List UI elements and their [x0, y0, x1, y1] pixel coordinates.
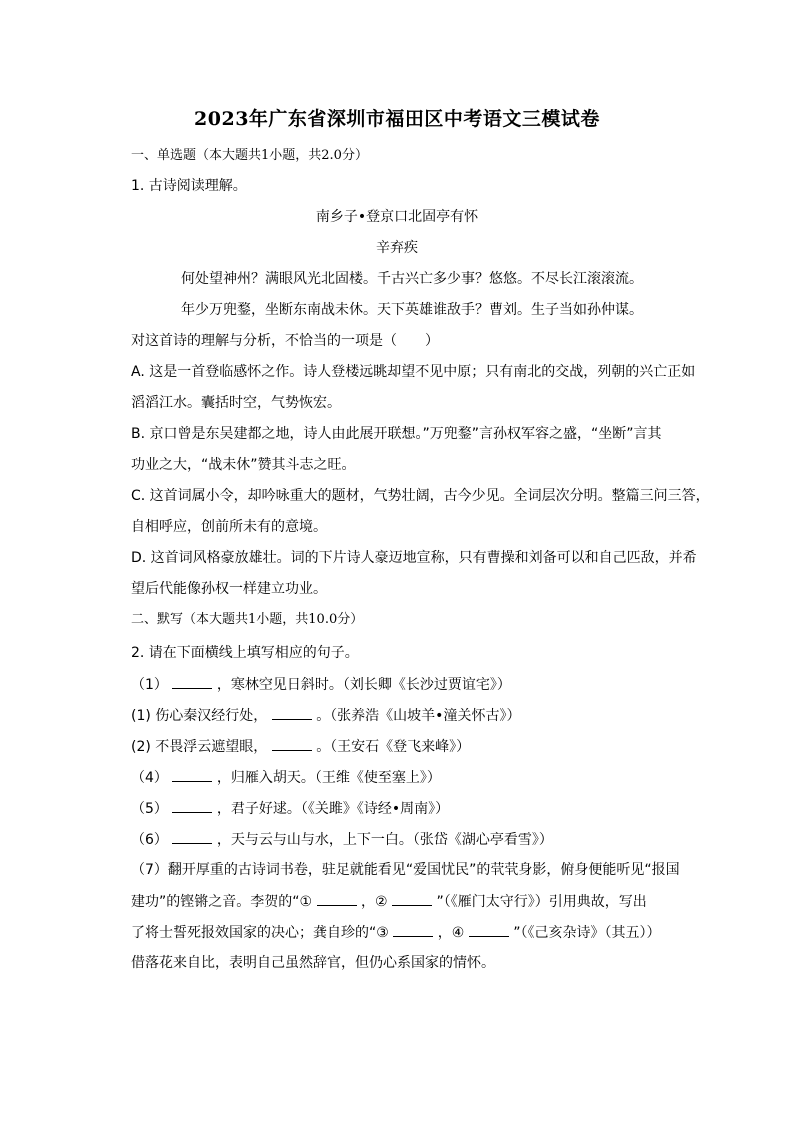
- fill-item-number: (2) 不畏浮云遮望眼，: [131, 739, 268, 755]
- poem-line-1: 何处望神州？满眼风光北固楼。千古兴亡多少事？悠悠。不尽长江滚滚流。: [181, 271, 643, 287]
- fill-item-text: ”（《己亥杂诗》（其五））: [513, 925, 661, 941]
- fill-item-text: ”（《雁门太守行》）引用典故，写出: [436, 894, 647, 910]
- fill-item-7-line-3: [131, 922, 660, 943]
- fill-item-text: 了将士誓死报效国家的决心；龚自珍的“③: [131, 925, 389, 941]
- option-c-line-1: C. 这首词属小令，却吟咏重大的题材，气势壮阔，古今少见。全词层次分明。整篇三问三答，: [131, 488, 710, 504]
- fill-item-6: [131, 829, 553, 850]
- fill-item-text: 。（王安石《登飞来峰》）: [316, 739, 471, 755]
- fill-item-number: （1）: [131, 677, 168, 693]
- answer-blank[interactable]: [172, 829, 212, 844]
- fill-item-7-line-2: [131, 891, 647, 912]
- fill-item-7-line-1: （7）翻开厚重的古诗词书卷，驻足就能看见“爱国忧民”的茕茕身影，俯身便能听见“报国: [131, 862, 680, 878]
- fill-item-number: (1) 伤心秦汉经行处，: [131, 708, 268, 724]
- option-d-line-2: 望后代能像孙权一样建立功业。: [131, 581, 327, 597]
- fill-item-text: 。（张养浩《山坡羊•潼关怀古》）: [316, 708, 521, 724]
- answer-blank[interactable]: [172, 767, 212, 782]
- answer-blank[interactable]: [272, 736, 312, 751]
- option-b-line-1: B. 京口曾是东吴建都之地，诗人由此展开联想。”万兜鍪”言孙权军容之盛，“坐断”言其: [131, 426, 662, 442]
- option-c-line-2: 自相呼应，创前所未有的意境。: [131, 519, 327, 535]
- question-1: 1. 古诗阅读理解。: [131, 178, 247, 194]
- fill-item-text: ，寒林空见日斜时。（刘长卿《长沙过贾谊宅》）: [216, 677, 511, 693]
- section1-heading: 一、单选题（本大题共1小题，共2.0分）: [131, 148, 368, 163]
- answer-blank-1[interactable]: [317, 891, 357, 906]
- option-a-line-1: A. 这是一首登临感怀之作。诗人登楼远眺却望不见中原；只有南北的交战，列朝的兴亡正如: [131, 364, 696, 380]
- fill-item-7-line-4: 借落花来自比，表明自己虽然辞官，但仍心系国家的情怀。: [131, 955, 495, 971]
- fill-item-5: [131, 798, 449, 819]
- fill-item-number: （6）: [131, 832, 168, 848]
- poem-title: 南乡子•登京口北固亭有怀: [315, 209, 479, 225]
- answer-blank[interactable]: [272, 705, 312, 720]
- fill-item-text: 建功”的铿锵之音。李贺的“①: [131, 894, 313, 910]
- answer-blank-4[interactable]: [469, 922, 509, 937]
- question-stem: 对这首诗的理解与分析，不恰当的一项是（ ）: [131, 333, 439, 349]
- fill-item-4: [131, 767, 441, 788]
- poem-line-2: 年少万兜鍪，坐断东南战未休。天下英雄谁敌手？曹刘。生子当如孙仲谋。: [181, 302, 643, 318]
- exam-title: 2023年广东省深圳市福田区中考语文三模试卷: [194, 108, 600, 130]
- fill-item-text: ，④: [437, 925, 465, 941]
- fill-item-text: ，②: [360, 894, 388, 910]
- fill-item-text: ，归雁入胡天。（王维《使至塞上》）: [216, 770, 441, 786]
- fill-item-2: [131, 705, 520, 726]
- answer-blank[interactable]: [172, 674, 212, 689]
- option-d-line-1: D. 这首词风格豪放雄壮。词的下片诗人豪迈地宣称，只有曹操和刘备可以和自己匹敌，并希: [131, 550, 697, 566]
- section2-heading: 二、默写（本大题共1小题，共10.0分）: [131, 612, 364, 627]
- fill-item-number: （4）: [131, 770, 168, 786]
- fill-item-text: ，天与云与山与水，上下一白。（张岱《湖心亭看雪》）: [216, 832, 553, 848]
- answer-blank-3[interactable]: [393, 922, 433, 937]
- fill-item-1: [131, 674, 511, 695]
- answer-blank[interactable]: [172, 798, 212, 813]
- option-b-line-2: 功业之大，“战未休”赞其斗志之旺。: [131, 457, 356, 473]
- fill-item-number: （5）: [131, 801, 168, 817]
- poem-author: 辛弃疾: [376, 240, 418, 256]
- fill-item-text: ，君子好逑。（《关雎》《诗经•周南》）: [216, 801, 450, 817]
- fill-item-3: [131, 736, 470, 757]
- answer-blank-2[interactable]: [392, 891, 432, 906]
- question-2: 2. 请在下面横线上填写相应的句子。: [131, 645, 359, 661]
- option-a-line-2: 滔滔江水。囊括时空，气势恢宏。: [131, 395, 341, 411]
